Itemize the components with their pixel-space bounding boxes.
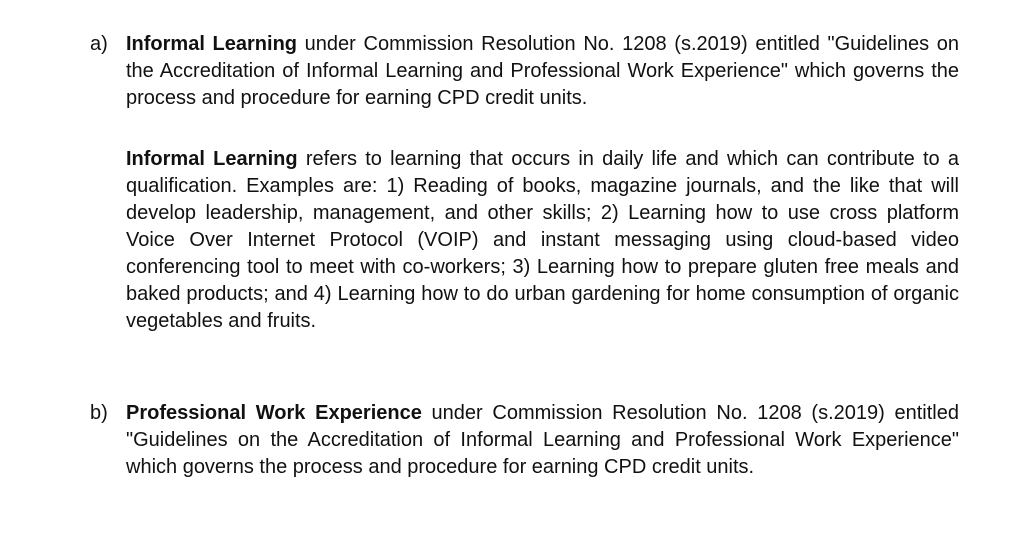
term-bold: Informal Learning <box>126 148 298 170</box>
paragraph-text: under Commission Resolution No. 1208 (s.2019) entitled "Guidelines on the Accreditation of Informal Learning and Professional Work Experience" which governs the process and procedure for earning CPD credit units. <box>126 402 959 478</box>
paragraph-text: under Commission Resolution No. 1208 (s.2019) entitled "Guidelines on the Accreditation of Informal Learning and Professional Work Experience" which governs the process and procedure for earning CPD credit units. <box>126 33 959 109</box>
term-bold: Professional Work Experience <box>126 402 422 424</box>
list-marker: b) <box>90 402 108 424</box>
list-marker: a) <box>90 33 108 55</box>
paragraph-professional-work-experience <box>126 400 959 481</box>
paragraph-informal-learning-definition <box>126 146 959 335</box>
term-bold: Informal Learning <box>126 33 298 55</box>
paragraph-informal-learning-resolution <box>126 31 959 112</box>
paragraph-text: refers to learning that occurs in daily life and which can contribute to a qualification. Examples are: 1) Reading of books, magazine journals, and the like that will develop leadership, management, and other skills; 2) Learning how to use cross platform Voice Over Internet Protocol (VOIP) and instant messaging using cloud-based video conferencing tool to meet with co-workers; 3) Learning how to prepare gluten free meals and baked products; and 4) Learning how to do urban gardening for home consumption of organic vegetables and fruits. <box>126 148 960 332</box>
